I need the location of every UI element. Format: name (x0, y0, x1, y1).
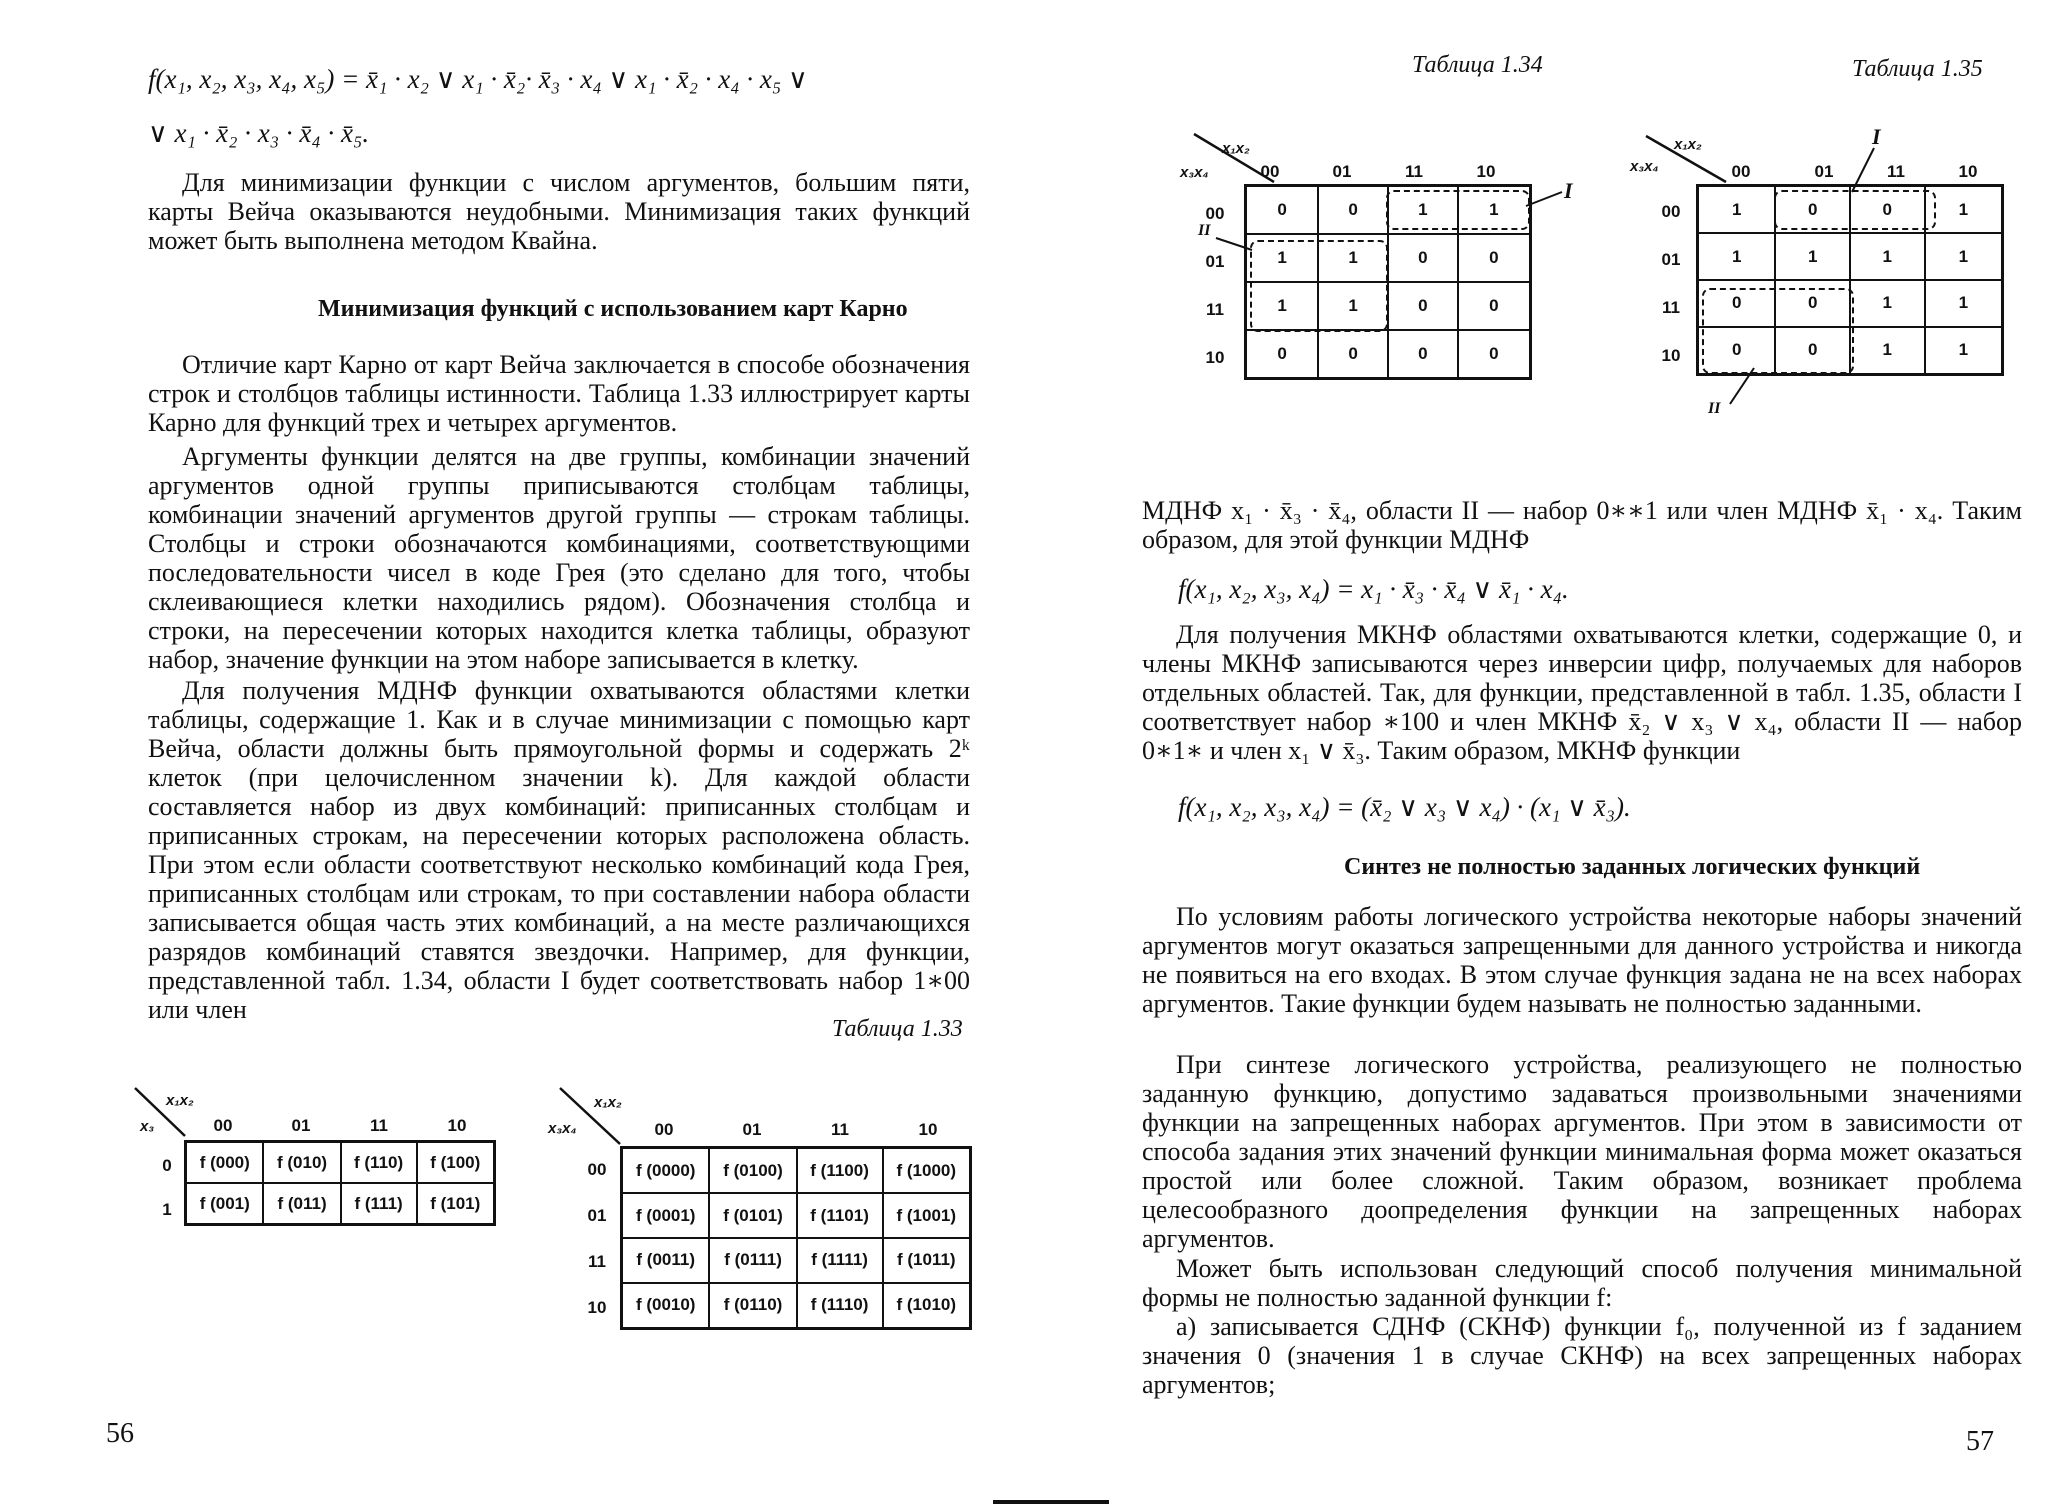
map3-cell: f (010) (263, 1142, 340, 1184)
map4-cell: f (0010) (622, 1283, 710, 1329)
paragraph-argument-groups: Аргументы функции делятся на две группы, комбинации значений аргументов одной группы приписываются столбцам таблицы, комбинации значений аргументов другой группы — строкам таблицы. Столбцы и строки обозначаются комбинациями, соответствующими последовательности чисел в коде Грея (это сделано для того, чтобы склеивающиеся клетки находились рядом). Обозначения столбца и строки, на пересечении которых находится клетка таблицы, образуют набор, значение функции на этом наборе записывается в клетку. (148, 442, 970, 674)
right-page (1030, 0, 2071, 1507)
paragraph-step-a: а) записывается СДНФ (СКНФ) функции f₀, полученной из f заданием значения 0 (значения 1 в случае СКНФ) на всех запрещенных наборах аргументов; (1142, 1312, 2022, 1399)
map134-col-var: x₁x₂ (1222, 140, 1250, 157)
paragraph-method-intro: Может быть использован следующий способ получения минимальной формы не полностью заданной функции f: (1142, 1254, 2022, 1312)
map135-col-header: 11 (1887, 162, 1905, 181)
map4-row-var: x₃x₄ (548, 1120, 577, 1137)
map134-row-header: 10 (1205, 348, 1225, 367)
map3-cell: f (101) (417, 1183, 495, 1225)
karnaugh-map-table-1-35 (1696, 184, 2004, 376)
table-caption-1-34: Таблица 1.34 (1412, 52, 1543, 78)
section-heading-karnaugh: Минимизация функций с использованием карт Карно (318, 296, 908, 322)
map3-col-header: 01 (291, 1116, 311, 1135)
map4-col-header: 01 (742, 1120, 762, 1139)
map135-cell: 1 (1698, 186, 1776, 234)
map134-cell: 0 (1458, 330, 1531, 379)
bottom-divider (993, 1500, 1109, 1504)
map134-cell: 1 (1246, 282, 1319, 330)
map135-region-I-label: I (1872, 124, 1881, 149)
map135-region-II-label: II (1708, 400, 1721, 417)
map4-cell: f (1011) (883, 1238, 971, 1283)
map134-region-II-label: II (1198, 222, 1211, 239)
map135-row-header: 10 (1661, 346, 1681, 365)
map134-cell: 1 (1318, 234, 1388, 282)
formula-mknf: f(x₁, x₂, x₃, x₄) = (x̄₂ ∨ x₃ ∨ x₄) · (x₁ ∨ x̄₃). (1178, 792, 1631, 822)
map4-cell: f (0111) (709, 1238, 796, 1283)
map135-col-header: 00 (1731, 162, 1751, 181)
map134-row-header: 01 (1205, 252, 1225, 271)
formula-mdnf: f(x₁, x₂, x₃, x₄) = x₁ · x̄₃ · x̄₄ ∨ x̄₁ · x₄. (1178, 574, 1569, 604)
map4-cell: f (0000) (622, 1148, 710, 1194)
map3-row-header: 0 (162, 1156, 172, 1175)
map135-row-header: 01 (1661, 250, 1681, 269)
map134-cell: 0 (1388, 330, 1458, 379)
map134-row-var: x₃x₄ (1180, 164, 1209, 181)
map134-cell: 1 (1246, 234, 1319, 282)
karnaugh-map-table-1-34 (1244, 184, 1532, 380)
map135-cell: 0 (1850, 186, 1925, 234)
map135-cell: 1 (1775, 233, 1850, 280)
formula-f5-line1: f(x₁, x₂, x₃, x₄, x₅) = x̄₁ · x₂ ∨ x₁ · x̄₂· x̄₃ · x₄ ∨ x₁ · x̄₂ · x₄ · x₅ ∨ (148, 64, 808, 94)
map4-cell: f (1010) (883, 1283, 971, 1329)
table-caption-1-33: Таблица 1.33 (832, 1016, 963, 1042)
map4-row-header: 01 (587, 1206, 607, 1225)
map4-cell: f (0100) (709, 1148, 796, 1194)
map4-row-header: 11 (588, 1252, 606, 1271)
map135-cell: 0 (1775, 186, 1850, 234)
map3-row-header: 1 (162, 1200, 172, 1219)
map4-cell: f (0110) (709, 1283, 796, 1329)
map4-cell: f (1101) (797, 1193, 883, 1238)
map134-region-I-pointer (1526, 190, 1566, 210)
map4-cell: f (0001) (622, 1193, 710, 1238)
map135-cell: 1 (1850, 233, 1925, 280)
map3-col-header: 10 (447, 1116, 467, 1135)
section-heading-incomplete-functions: Синтез не полностью заданных логических функций (1344, 854, 1921, 880)
map134-cell: 0 (1458, 234, 1531, 282)
map135-col-header: 01 (1814, 162, 1834, 181)
map4-cell: f (1000) (883, 1148, 971, 1194)
map135-col-header: 10 (1958, 162, 1978, 181)
map4-cell: f (1110) (797, 1283, 883, 1329)
map3-row-var: x₃ (140, 1118, 155, 1135)
map134-cell: 1 (1318, 282, 1388, 330)
map134-cell: 0 (1246, 330, 1319, 379)
map4-row-header: 00 (587, 1160, 607, 1179)
map4-col-var: x₁x₂ (594, 1094, 622, 1111)
map4-cell: f (1100) (797, 1148, 883, 1194)
karnaugh-map-3-var (184, 1140, 496, 1226)
map135-cell: 1 (1925, 233, 2003, 280)
map134-cell: 0 (1318, 186, 1388, 235)
map134-cell: 0 (1388, 282, 1458, 330)
map135-cell: 1 (1925, 186, 2003, 234)
map135-cell: 0 (1698, 280, 1776, 327)
map135-row-var: x₃x₄ (1630, 158, 1659, 175)
map4-cell: f (0101) (709, 1193, 796, 1238)
map3-cell: f (100) (417, 1142, 495, 1184)
left-page (0, 0, 1030, 1507)
paragraph-karnaugh-intro: Отличие карт Карно от карт Вейча заключается в способе обозначения строк и столбцов таблицы истинности. Таблица 1.33 иллюстрирует карты Карно для функций трех и четырех аргументов. (148, 350, 970, 437)
map135-region-I-pointer (1850, 148, 1880, 194)
paragraph-mknf-regions: Для получения МКНФ областями охватываются клетки, содержащие 0, и члены МКНФ записываются через инверсии цифр, получаемых для наборов отдельных областей. Так, для функции, представленной в табл. 1.35, области I соответствует набор ∗100 и член МКНФ x̄₂ ∨ x₃ ∨ x₄, области II — набор 0∗1∗ и член x₁ ∨ x̄₃. Таким образом, МКНФ функции (1142, 620, 2022, 765)
map4-col-header: 10 (918, 1120, 938, 1139)
map135-cell: 0 (1775, 327, 1850, 375)
paragraph-mdnf-result: МДНФ x₁ · x̄₃ · x̄₄, области II — набор 0∗∗1 или член МДНФ x̄₁ · x₄. Таким образом, для этой функции МДНФ (1142, 496, 2022, 554)
map135-cell: 1 (1925, 280, 2003, 327)
map3-col-header: 00 (213, 1116, 233, 1135)
paragraph-forbidden-sets: По условиям работы логического устройства некоторые наборы значений аргументов могут оказаться запрещенными для данного устройства и никогда не появиться на его входах. В этом случае функция задана не на всех наборах аргументов. Такие функции будем называть не полностью заданными. (1142, 902, 2022, 1018)
map3-cell: f (011) (263, 1183, 340, 1225)
map4-row-header: 10 (587, 1298, 607, 1317)
paragraph-arbitrary-values: При синтезе логического устройства, реализующего не полностью заданную функцию, допустимо задаваться произвольными значениями функции на запрещенных наборах аргументов. При этом в зависимости от способа задания этих значений функции минимальная форма может оказаться простой или более сложной. Таким образом, возникает проблема целесообразного доопределения функции на запрещенных наборах аргументов. (1142, 1050, 2022, 1253)
map3-col-header: 11 (370, 1116, 388, 1135)
map3-cell: f (110) (341, 1142, 417, 1184)
karnaugh-map-4-var (620, 1146, 972, 1330)
map4-cell: f (1001) (883, 1193, 971, 1238)
map134-region-I-label: I (1564, 178, 1573, 203)
map135-cell: 1 (1698, 233, 1776, 280)
map134-cell: 0 (1458, 282, 1531, 330)
map135-cell: 0 (1775, 280, 1850, 327)
map134-col-header: 00 (1260, 162, 1280, 181)
map135-row-header: 00 (1661, 202, 1681, 221)
map135-region-II-pointer (1728, 368, 1758, 408)
map4-cell: f (0011) (622, 1238, 710, 1283)
map135-cell: 1 (1850, 280, 1925, 327)
table-caption-1-35: Таблица 1.35 (1852, 56, 1983, 82)
map3-cell: f (000) (186, 1142, 264, 1184)
map134-col-header: 01 (1332, 162, 1352, 181)
map135-row-header: 11 (1662, 298, 1680, 317)
map134-cell: 0 (1318, 330, 1388, 379)
map134-cell: 1 (1458, 186, 1531, 235)
paragraph-veitch-limits: Для минимизации функции с числом аргументов, большим пяти, карты Вейча оказываются неудобными. Минимизация таких функций может быть выполнена методом Квайна. (148, 168, 970, 255)
map4-col-header: 00 (654, 1120, 674, 1139)
map134-region-II-pointer (1216, 236, 1256, 256)
map3-col-var: x₁x₂ (166, 1092, 194, 1109)
map135-col-var: x₁x₂ (1674, 136, 1702, 153)
map135-cell: 0 (1698, 327, 1776, 375)
map134-row-header: 11 (1206, 300, 1224, 319)
map134-col-header: 10 (1476, 162, 1496, 181)
paragraph-mdnf-regions: Для получения МДНФ функции охватываются областями клетки таблицы, содержащие 1. Как и в случае минимизации с помощью карт Вейча, области должны быть прямоугольной формы и содержать 2ᵏ клеток (при целочисленном значении k). Для каждой области составляется набор из двух комбинаций: приписанных столбцам и приписанных строкам, на пересечении которых расположена область. При этом если области соответствуют несколько комбинаций кода Грея, приписанных столбцам или строкам, то при составлении набора области записывается общая часть этих комбинаций, а на месте различающихся разрядов комбинаций ставятся звездочки. Например, для функции, представленной табл. 1.34, области I будет соответствовать набор 1∗00 или член (148, 676, 970, 1024)
map3-cell: f (001) (186, 1183, 264, 1225)
map135-cell: 1 (1925, 327, 2003, 375)
page-number-left: 56 (106, 1418, 134, 1449)
map4-cell: f (1111) (797, 1238, 883, 1283)
map135-cell: 1 (1850, 327, 1925, 375)
map134-cell: 0 (1388, 234, 1458, 282)
map134-cell: 0 (1246, 186, 1319, 235)
map134-col-header: 11 (1405, 162, 1423, 181)
map4-col-header: 11 (831, 1120, 849, 1139)
map3-cell: f (111) (341, 1183, 417, 1225)
page-number-right: 57 (1966, 1426, 1994, 1457)
map134-row-header: 00 (1205, 204, 1225, 223)
formula-f5-line2: ∨ x₁ · x̄₂ · x₃ · x̄₄ · x̄₅. (148, 118, 370, 148)
map134-cell: 1 (1388, 186, 1458, 235)
